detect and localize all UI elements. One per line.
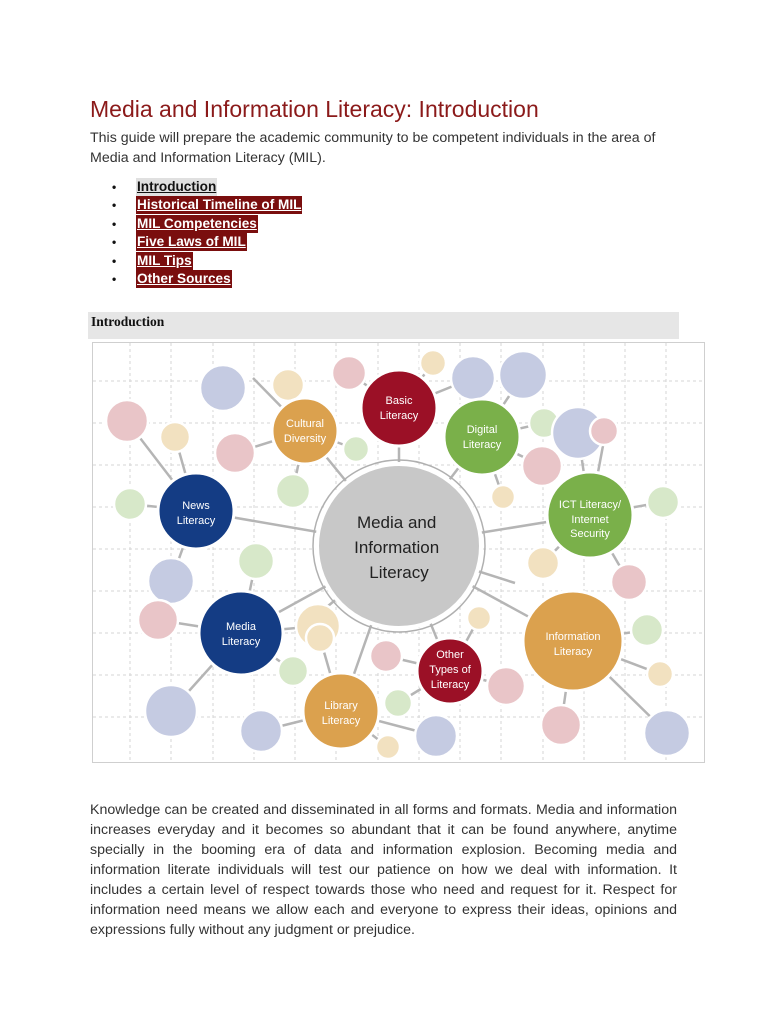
- intro-paragraph: This guide will prepare the academic community to be competent individuals in the area of Media and Information Literacy (MIL).: [90, 130, 656, 166]
- information-literacy-label: Information Literacy: [545, 631, 601, 658]
- nav-link-label[interactable]: Other Sources: [137, 270, 231, 286]
- bullet-icon: •: [112, 180, 117, 194]
- media-literacy-label: Media Literacy: [221, 621, 261, 648]
- bullet-icon: •: [112, 235, 117, 250]
- digital-literacy-label: Digital Literacy: [462, 424, 502, 451]
- library-literacy-label: Library Literacy: [321, 700, 361, 727]
- news-literacy-label: News Literacy: [176, 500, 216, 527]
- center-label-line-2: Information: [354, 538, 440, 557]
- bullet-icon: •: [112, 216, 117, 231]
- page-title: Media and Information Literacy: Introduction: [90, 96, 539, 122]
- bullet-icon: •: [112, 271, 117, 286]
- nav-link-label[interactable]: Five Laws of MIL: [137, 234, 246, 250]
- other-types-label: Other Types of Literacy: [429, 649, 471, 691]
- nav-link-label[interactable]: MIL Competencies: [137, 215, 257, 231]
- mil-concept-diagram: [92, 342, 705, 763]
- node-media-literacy: [199, 591, 283, 675]
- bullet-icon: •: [112, 253, 117, 268]
- cultural-diversity-label: Cultural Diversity: [283, 418, 327, 445]
- diagram-svg: [93, 343, 704, 762]
- node-digital-literacy: [444, 399, 520, 475]
- nav-link-label[interactable]: Introduction: [137, 179, 217, 194]
- section-heading-bar: [88, 312, 679, 339]
- bullet-icon: •: [112, 198, 117, 213]
- node-basic-literacy: [361, 370, 437, 446]
- body-paragraph: Knowledge can be created and disseminated in all forms and formats. Media and information increases everyday and it becomes so abundant that it can be found anywhere, anytime specially in the booming era of data and information explosion. Becoming media and information literate individuals will test our patience on how we deal with information. It includes a certain level of respect towards those who need and request for it. Respect for information need means we allow each and everyone to express their ideas, opinions and expressions fully without any judgment or prejudice.: [90, 802, 677, 938]
- basic-literacy-label: Basic Literacy: [379, 395, 419, 422]
- center-label-line-1: Media and: [356, 513, 437, 532]
- nav-link-label[interactable]: Historical Timeline of MIL: [137, 197, 302, 213]
- nav-link-label[interactable]: MIL Tips: [137, 252, 192, 268]
- section-heading: Introduction: [91, 314, 165, 329]
- ict-literacy-label: ICT Literacy/ Internet Security: [558, 499, 622, 540]
- center-label-line-3: Literacy: [369, 563, 429, 582]
- node-cultural-diversity: [272, 398, 338, 464]
